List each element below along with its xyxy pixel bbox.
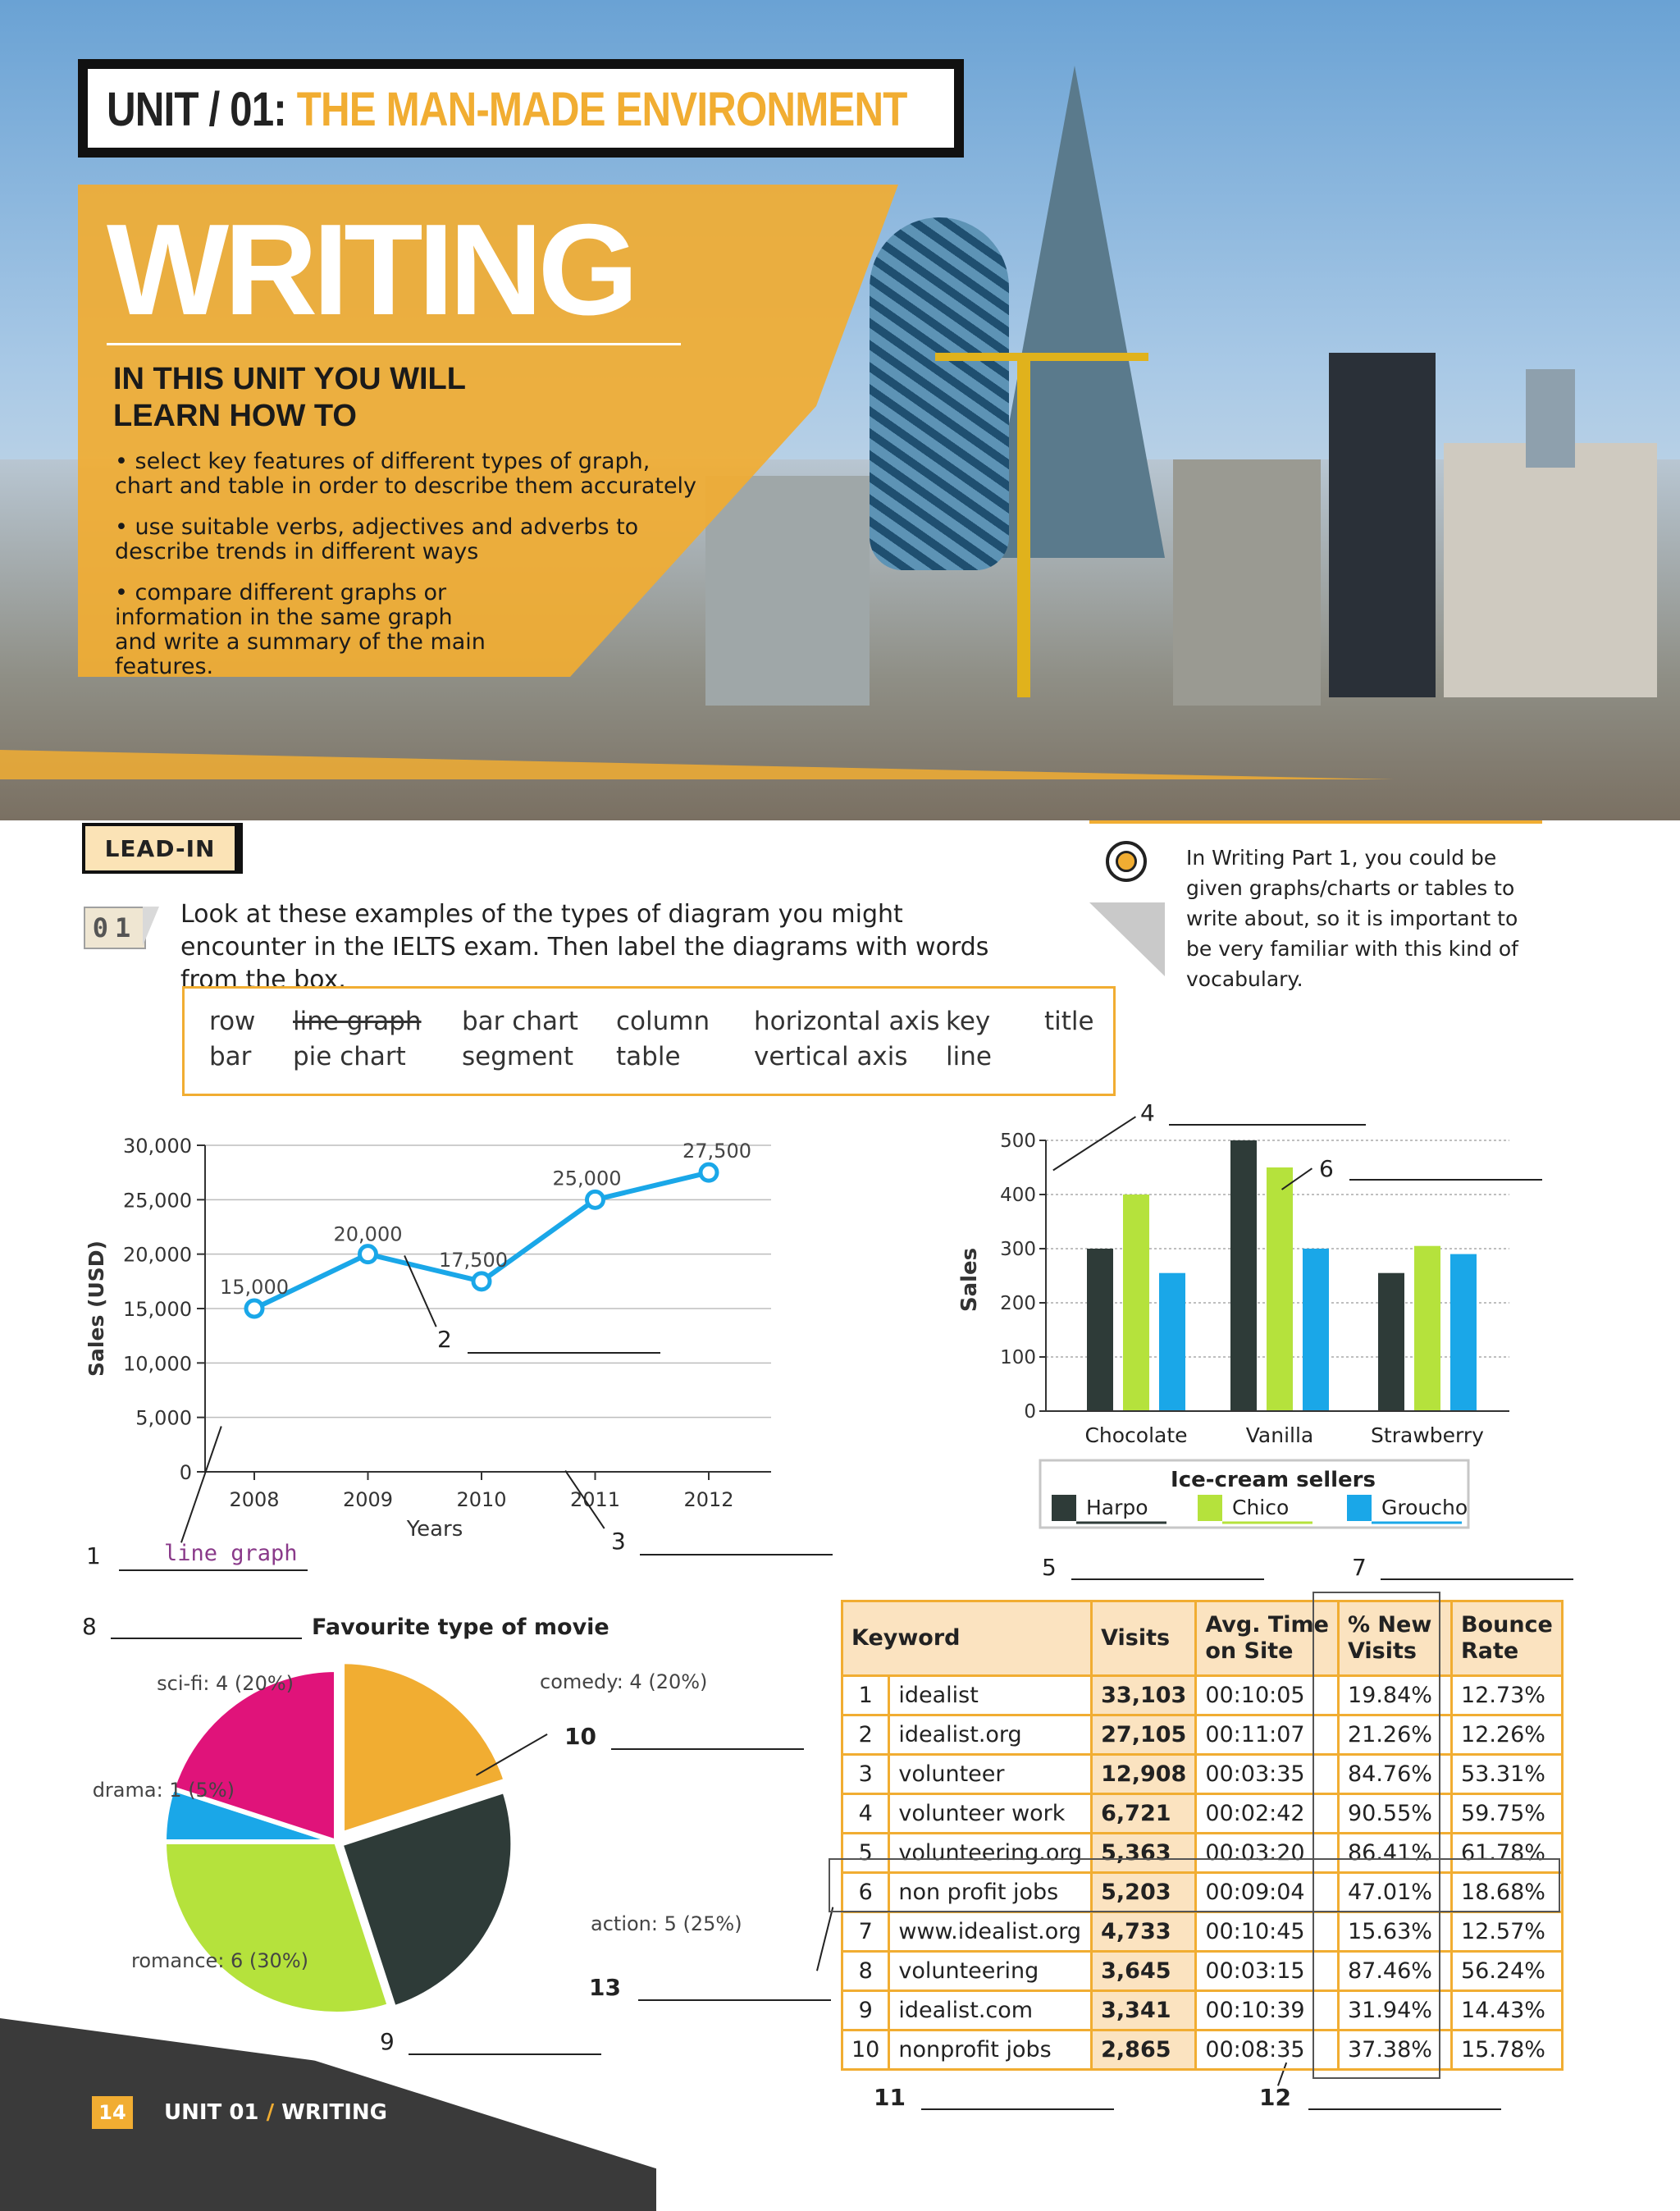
pie-slice-label: action: 5 (25%) [591, 1912, 742, 1935]
y-tick-label: 5,000 [135, 1406, 192, 1430]
keyword-cell: idealist [889, 1676, 1092, 1715]
answer-1-handwritten: line graph [164, 1541, 298, 1566]
avg-time-cell: 00:03:20 [1196, 1834, 1339, 1873]
table-row [842, 2031, 1563, 2070]
answer-number-2: 2 [437, 1326, 452, 1353]
word-box-item: title [1044, 1007, 1094, 1036]
new-visits-cell: 15.63% [1338, 1912, 1451, 1952]
word-box-item: pie chart [293, 1042, 406, 1071]
table-row [842, 1755, 1563, 1794]
visits-cell: 4,733 [1092, 1912, 1196, 1952]
pie-title: Favourite type of movie [312, 1615, 609, 1640]
y-tick-label: 15,000 [123, 1298, 192, 1321]
bar-chico [1267, 1167, 1293, 1411]
x-tick-label: 2012 [683, 1488, 734, 1511]
answer-number-5: 5 [1042, 1554, 1057, 1581]
legend-swatch [1052, 1495, 1076, 1521]
bar-groucho [1159, 1273, 1185, 1411]
building-image [1173, 459, 1321, 706]
row-number: 3 [842, 1755, 889, 1794]
line-x-axis-title: Years [406, 1517, 463, 1542]
answer-number-1: 1 [86, 1542, 101, 1569]
header-keyword: Keyword [842, 1601, 1092, 1676]
y-tick-label: 200 [1000, 1293, 1036, 1314]
new-visits-cell: 37.38% [1338, 2031, 1451, 2070]
question-instruction: Look at these examples of the types of diagram you might encounter in the IELTS exam. Then label the diagrams with words from the box. [180, 900, 989, 994]
y-tick-label: 25,000 [123, 1189, 192, 1213]
new-visits-cell: 87.46% [1338, 1952, 1451, 1991]
new-visits-cell: 86.41% [1338, 1834, 1451, 1873]
table-row [842, 1794, 1563, 1834]
bar-harpo [1378, 1273, 1404, 1411]
header-new-visits: % New Visits [1338, 1601, 1451, 1676]
bounce-rate-cell: 56.24% [1451, 1952, 1562, 1991]
keyword-cell: non profit jobs [889, 1873, 1092, 1912]
data-point [587, 1191, 604, 1208]
word-box-item: bar chart [462, 1007, 578, 1036]
word-box-item: column [616, 1007, 710, 1036]
x-tick-label: 2009 [342, 1488, 394, 1511]
answer-blank-6[interactable] [1349, 1179, 1542, 1181]
word-box-item: segment [462, 1042, 573, 1071]
answer-number-10: 10 [564, 1723, 596, 1750]
building-image [1444, 443, 1657, 697]
category-label: Chocolate [1084, 1423, 1188, 1447]
word-box-item: vertical axis [754, 1042, 908, 1071]
row-number: 5 [842, 1834, 889, 1873]
pie-slice-label: drama: 1 (5%) [92, 1779, 235, 1802]
avg-time-cell: 00:02:42 [1196, 1794, 1339, 1834]
visits-cell: 5,203 [1092, 1873, 1196, 1912]
bar-groucho [1450, 1254, 1477, 1411]
keyword-cell: volunteer work [889, 1794, 1092, 1834]
answer-number-12: 12 [1259, 2084, 1291, 2111]
row-number: 4 [842, 1794, 889, 1834]
answer-number-9: 9 [380, 2028, 395, 2055]
pie-slice-label: sci-fi: 4 (20%) [157, 1672, 294, 1695]
data-label: 15,000 [220, 1276, 289, 1299]
bar-chico [1123, 1195, 1149, 1411]
footer-section: WRITING [281, 2100, 388, 2125]
word-box-item: table [616, 1042, 681, 1071]
lead-in-label: LEAD-IN [82, 823, 243, 874]
answer-blank-10[interactable] [611, 1748, 804, 1750]
word-box [182, 986, 1116, 1096]
avg-time-cell: 00:10:05 [1196, 1676, 1339, 1715]
avg-time-cell: 00:03:15 [1196, 1952, 1339, 1991]
visits-cell: 2,865 [1092, 2031, 1196, 2070]
y-tick-label: 20,000 [123, 1243, 192, 1267]
footer-separator: / [266, 2100, 275, 2125]
avg-time-cell: 00:10:39 [1196, 1991, 1339, 2031]
row-number: 1 [842, 1676, 889, 1715]
avg-time-cell: 00:08:35 [1196, 2031, 1339, 2070]
answer-number-6: 6 [1319, 1155, 1334, 1182]
pie-chart [74, 1600, 829, 2026]
answer-blank-7[interactable] [1381, 1578, 1573, 1580]
bounce-rate-cell: 12.57% [1451, 1912, 1562, 1952]
table-row [842, 1912, 1563, 1952]
learn-heading-line: LEARN HOW TO [113, 399, 357, 433]
visits-cell: 3,341 [1092, 1991, 1196, 2031]
table-row [842, 1952, 1563, 1991]
avg-time-cell: 00:09:04 [1196, 1873, 1339, 1912]
answer-blank-5[interactable] [1071, 1578, 1264, 1580]
answer-number-13: 13 [589, 1974, 621, 2001]
word-box-item: horizontal axis [754, 1007, 940, 1036]
page-number: 14 [92, 2096, 133, 2129]
new-visits-cell: 47.01% [1338, 1873, 1451, 1912]
bounce-rate-cell: 18.68% [1451, 1873, 1562, 1912]
new-visits-cell: 31.94% [1338, 1991, 1451, 2031]
keyword-cell: volunteer [889, 1755, 1092, 1794]
row-number: 2 [842, 1715, 889, 1755]
header-avg-time: Avg. Time on Site [1196, 1601, 1339, 1676]
answer-blank-9[interactable] [409, 2053, 601, 2055]
legend-label: Groucho [1381, 1496, 1468, 1519]
word-box-item: key [946, 1007, 991, 1036]
bounce-rate-cell: 14.43% [1451, 1991, 1562, 2031]
answer-number-3: 3 [611, 1528, 626, 1555]
keyword-table [841, 1600, 1564, 2071]
legend-swatch [1347, 1495, 1372, 1521]
new-visits-cell: 21.26% [1338, 1715, 1451, 1755]
bar-harpo [1230, 1140, 1257, 1411]
bounce-rate-cell: 12.26% [1451, 1715, 1562, 1755]
x-tick-label: 2010 [456, 1488, 507, 1511]
bounce-rate-cell: 59.75% [1451, 1794, 1562, 1834]
data-label: 20,000 [333, 1222, 403, 1246]
y-tick-label: 300 [1000, 1239, 1036, 1260]
title-divider [107, 343, 681, 345]
data-label: 25,000 [552, 1167, 622, 1190]
answer-number-8: 8 [82, 1613, 97, 1640]
word-box-item: bar [209, 1042, 252, 1071]
tip-divider [1089, 820, 1542, 824]
row-highlight-outline [829, 1858, 1560, 1912]
avg-time-cell: 00:10:45 [1196, 1912, 1339, 1952]
header-bounce-rate: Bounce Rate [1451, 1601, 1562, 1676]
row-number: 6 [842, 1873, 889, 1912]
answer-number-7: 7 [1352, 1554, 1367, 1581]
tip-text: In Writing Part 1, you could be given graphs/charts or tables to write about, so it is important to be very familiar with this kind of vocabulary. [1186, 846, 1518, 991]
column-highlight-outline [1312, 1592, 1440, 2079]
building-image [705, 476, 870, 706]
answer-blank-13[interactable] [638, 1999, 831, 2001]
y-tick-label: 400 [1000, 1185, 1036, 1206]
dark-tower-image [1329, 353, 1436, 697]
avg-time-cell: 00:11:07 [1196, 1715, 1339, 1755]
pie-slice-label: comedy: 4 (20%) [540, 1670, 708, 1693]
keyword-cell: idealist.com [889, 1991, 1092, 2031]
x-tick-label: 2008 [229, 1488, 280, 1511]
new-visits-cell: 90.55% [1338, 1794, 1451, 1834]
section-title: WRITING [107, 198, 634, 342]
visits-cell: 33,103 [1092, 1676, 1196, 1715]
keyword-cell: nonprofit jobs [889, 2031, 1092, 2070]
keyword-cell: idealist.org [889, 1715, 1092, 1755]
y-tick-label: 0 [179, 1461, 192, 1484]
y-tick-label: 10,000 [123, 1352, 192, 1376]
line-y-axis-title: Sales (USD) [84, 1240, 108, 1377]
bounce-rate-cell: 61.78% [1451, 1834, 1562, 1873]
building-image [1526, 369, 1575, 468]
bar-chico [1414, 1246, 1440, 1411]
unit-title [107, 82, 906, 137]
learn-heading [113, 361, 687, 435]
visits-cell: 6,721 [1092, 1794, 1196, 1834]
row-number: 8 [842, 1952, 889, 1991]
row-number: 10 [842, 2031, 889, 2070]
skyscraper-image [984, 66, 1165, 558]
tip-target-icon [1106, 841, 1147, 882]
legend-label: Harpo [1086, 1496, 1148, 1519]
objective-item: • select key features of different types of graph, chart and table in order to describe them accurately [115, 449, 697, 499]
bounce-rate-cell: 12.73% [1451, 1676, 1562, 1715]
new-visits-cell: 84.76% [1338, 1755, 1451, 1794]
category-label: Strawberry [1371, 1423, 1484, 1447]
bounce-rate-cell: 53.31% [1451, 1755, 1562, 1794]
unit-name: THE MAN-MADE ENVIRONMENT [296, 83, 907, 136]
table-row [842, 1715, 1563, 1755]
answer-blank-2[interactable] [468, 1352, 660, 1354]
keyword-cell: volunteering.org [889, 1834, 1092, 1873]
bar-harpo [1087, 1249, 1113, 1411]
data-point [246, 1300, 262, 1317]
answer-blank-8[interactable] [111, 1638, 302, 1639]
keyword-cell: volunteering [889, 1952, 1092, 1991]
crane-image [1017, 353, 1030, 697]
row-number: 7 [842, 1912, 889, 1952]
legend-swatch [1198, 1495, 1222, 1521]
y-tick-label: 100 [1000, 1347, 1036, 1368]
table-header-row [842, 1601, 1563, 1676]
answer-blank-12[interactable] [1308, 2108, 1501, 2110]
word-box-item: line [946, 1042, 992, 1071]
table-row [842, 1676, 1563, 1715]
visits-cell: 12,908 [1092, 1755, 1196, 1794]
bar-y-axis-title: Sales [957, 1247, 982, 1313]
visits-cell: 5,363 [1092, 1834, 1196, 1873]
answer-number-11: 11 [874, 2084, 906, 2111]
y-tick-label: 500 [1000, 1131, 1036, 1152]
footer-label [164, 2100, 387, 2125]
answer-blank-1[interactable] [119, 1569, 308, 1571]
footer-unit: UNIT 01 [164, 2100, 259, 2125]
keyword-cell: www.idealist.org [889, 1912, 1092, 1952]
data-point [701, 1164, 717, 1181]
gherkin-building-image [870, 217, 1009, 570]
y-tick-label: 30,000 [123, 1135, 192, 1158]
question-number: 01 [84, 907, 146, 949]
category-label: Vanilla [1245, 1423, 1314, 1447]
row-number: 9 [842, 1991, 889, 2031]
tip-corner [1089, 902, 1165, 976]
word-box-item: row [209, 1007, 256, 1036]
unit-number: UNIT / 01: [107, 83, 286, 136]
data-point [473, 1273, 490, 1290]
avg-time-cell: 00:03:35 [1196, 1755, 1339, 1794]
x-tick-label: 2011 [569, 1488, 621, 1511]
word-box-item: line graph [293, 1007, 422, 1036]
legend-label: Chico [1232, 1496, 1290, 1519]
y-tick-label: 0 [1024, 1401, 1036, 1423]
answer-blank-11[interactable] [921, 2108, 1114, 2110]
answer-blank-3[interactable] [640, 1554, 833, 1555]
learn-heading-line: IN THIS UNIT YOU WILL [113, 362, 466, 396]
answer-number-4: 4 [1140, 1099, 1155, 1126]
objective-item: • use suitable verbs, adjectives and adverbs to describe trends in different ways [115, 514, 639, 564]
header-visits: Visits [1092, 1601, 1196, 1676]
bar-groucho [1303, 1249, 1329, 1411]
line-graph [74, 1124, 829, 1583]
answer-blank-4[interactable] [1169, 1124, 1366, 1126]
new-visits-cell: 19.84% [1338, 1676, 1451, 1715]
data-label: 27,500 [682, 1140, 751, 1163]
bar-legend-title: Ice-cream sellers [1171, 1468, 1376, 1492]
data-label: 17,500 [439, 1248, 508, 1272]
data-point [360, 1246, 377, 1263]
pie-slice-label: romance: 6 (30%) [131, 1949, 308, 1972]
objective-item: • compare different graphs or information in the same graph and write a summary of the main features. [115, 580, 486, 679]
bounce-rate-cell: 15.78% [1451, 2031, 1562, 2070]
crane-arm-image [935, 353, 1148, 361]
visits-cell: 27,105 [1092, 1715, 1196, 1755]
table-row [842, 1991, 1563, 2031]
visits-cell: 3,645 [1092, 1952, 1196, 1991]
